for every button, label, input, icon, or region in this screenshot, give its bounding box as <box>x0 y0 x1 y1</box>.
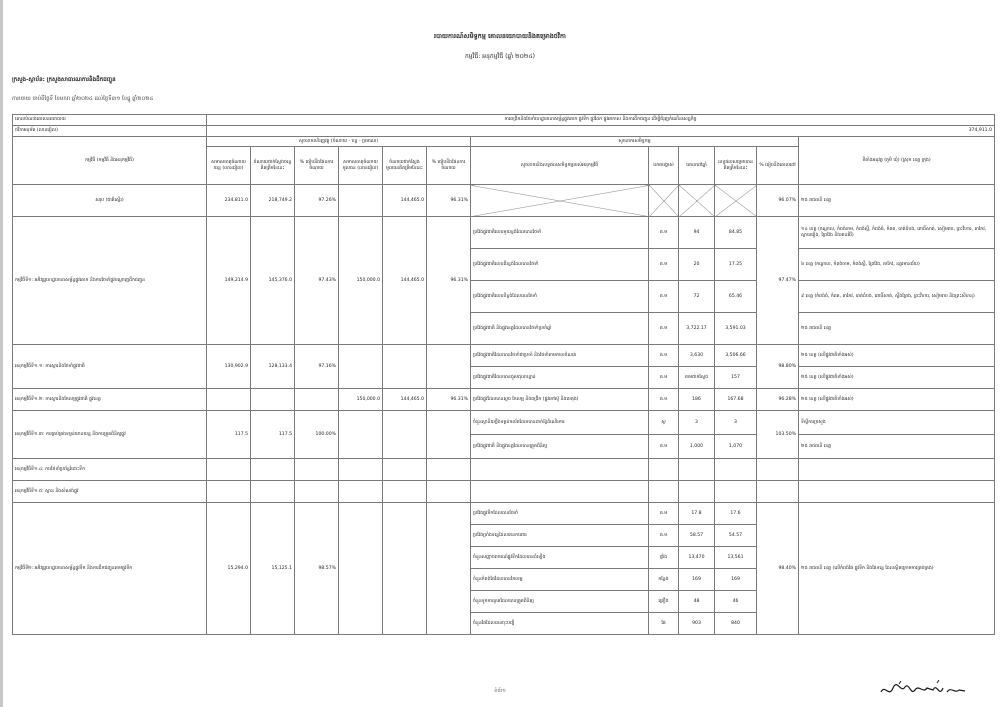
objective-label: គោលបំណងគោលនយោបាយ <box>13 115 207 126</box>
cell-name: អនុកម្មវិធីទី១.១: ការស្តារនិងថែទាំផ្លូវជាតិ <box>13 345 207 389</box>
cell-f4: 150,000.0 <box>339 389 383 411</box>
cell-crossed <box>715 185 757 217</box>
cell-f4 <box>339 345 383 389</box>
cell-f4 <box>339 185 383 217</box>
indicator-actual: 13,561 <box>715 547 757 569</box>
indicator-actual: 54.57 <box>715 525 757 547</box>
indicator-actual: 84.85 <box>715 217 757 249</box>
cell-f1: 149,214.9 <box>207 217 251 345</box>
cell-location: ២៥ ខេត្ត (លើផ្លូវជាតិទាំងអស់) <box>799 389 995 411</box>
cell-f3: 97.43% <box>295 217 339 345</box>
indicator-target: 58.57 <box>679 525 715 547</box>
indicator-target: តាមជាក់ស្តែង <box>679 367 715 389</box>
cell-f6: 96.31% <box>427 389 471 411</box>
cell-location: ៦ ខេត្ត (កណ្តាល, កំពង់ចាម, កំពង់ស្ពឺ, ព្រៃវែង, តាកែវ, ឧត្តរមានជ័យ) <box>799 249 995 281</box>
budget-label: ថវិកាអនុម័ត (លានរៀល) <box>13 126 207 137</box>
indicator-target: 72 <box>679 281 715 313</box>
cell-f6 <box>427 345 471 389</box>
cell-f5 <box>383 411 427 459</box>
indicator-text: ប្រវែងផ្លូវជាតិដែលបានជួសជុលបន្ទាន់ <box>471 367 649 389</box>
col-p1: សូចនាករនិងលទ្ធផលសមិទ្ធកម្មរបស់អនុកម្មវិធី <box>471 147 649 185</box>
cell-location: ២៥ រាជធានី ខេត្ត <box>799 435 995 459</box>
col-f5: ចំណាយជាក់ស្តែងមូលធនគិតត្រឹមខែនេះ <box>383 147 427 185</box>
indicator-target: 3,630 <box>679 345 715 367</box>
cell-f4 <box>339 503 383 635</box>
indicator-text: ប្រវែងច្រាំងទន្លេដែលបានការពារ <box>471 525 649 547</box>
cell-f5 <box>383 503 427 635</box>
indicator-actual: 169 <box>715 569 757 591</box>
cell-name: អនុកម្មវិធីទី១.២: ការស្តារនិងកែលម្អផ្លូវជាតិ ផ្លូវខេត្ត <box>13 389 207 411</box>
cell-f2: 117.5 <box>251 411 295 459</box>
indicator-actual: 46 <box>715 591 757 613</box>
indicator-unit: កន្លែង <box>649 569 679 591</box>
cell-f6 <box>427 503 471 635</box>
cell-location: ២៥ រាជធានី ខេត្ត <box>799 313 995 345</box>
table-row-sub13 <box>13 411 995 435</box>
cell-p5: 96.28% <box>757 389 799 411</box>
cell-f2: 15,125.1 <box>251 503 295 635</box>
col-p4: លទ្ធផលសម្រេចបានគិតត្រឹមខែនេះ <box>715 147 757 185</box>
indicator-target: 903 <box>679 613 715 635</box>
indicator-actual: 1,070 <box>715 435 757 459</box>
col-p3: គោលដៅឆ្នាំ <box>679 147 715 185</box>
indicator-target: 3,722.17 <box>679 313 715 345</box>
indicator-actual: 17.6 <box>715 503 757 525</box>
cell-p5: 97.47% <box>757 217 799 345</box>
indicator-target: 169 <box>679 569 715 591</box>
cell-location: ៩ ខេត្ត (កំពង់ធំ, កំពត, តាកែវ, បាត់ដំបង, ពោធិ៍សាត់, ស្ទឹងត្រែង, ព្រះវិហារ, សៀមរាប និងព្រះសីហនុ) <box>799 281 995 313</box>
col-location: ទីតាំងអនុវត្ត (ភូមិ ឃុំ) (ស្រុក ខេត្ត ក្រុង) <box>799 137 995 185</box>
indicator-actual: 840 <box>715 613 757 635</box>
table-row-sub14 <box>13 459 995 481</box>
indicator-unit: គ.ម <box>649 525 679 547</box>
cell-f3: 100.00% <box>295 411 339 459</box>
indicator-actual: 17.25 <box>715 249 757 281</box>
col-financial-group: សូចនាករហិរញ្ញវត្ថុ (ចំណាយ - បន្ត - ប្រមាណ) <box>207 137 471 147</box>
indicator-target: 1,000 <box>679 435 715 459</box>
cell-f1: 15,294.0 <box>207 503 251 635</box>
indicator-unit: ស្ថ <box>649 411 679 435</box>
cell-f2: 128,133.4 <box>251 345 295 389</box>
cell-location: ២៥ រាជធានី ខេត្ត (លើកំពង់ផែ ផ្លូវទឹក និងផែទន្លេ ដែលស្ថិតក្រោមការគ្រប់គ្រង) <box>799 503 995 635</box>
indicator-text: ប្រវែងផ្លូវជាតិ និងផ្លូវខេត្តដែលបានត្រួតពិនិត្យ <box>471 435 649 459</box>
cell-f4: 150,000.0 <box>339 217 383 345</box>
indicator-actual: 3,591.03 <box>715 313 757 345</box>
cell-f1: 117.5 <box>207 411 251 459</box>
indicator-text: ប្រវែងផ្លូវជាតិលេខបីខ្ទង់ដែលបានថែទាំ <box>471 281 649 313</box>
col-f3: % ធៀបនឹងផែនការចំណាយ <box>295 147 339 185</box>
indicator-unit: គ.ម <box>649 281 679 313</box>
signature-mark <box>877 678 969 702</box>
cell-location: ទីស្តីការក្រសួង <box>799 411 995 435</box>
indicator-unit: គ.ម <box>649 389 679 411</box>
cell-name: កម្មវិធីទី២: អភិវឌ្ឍហេដ្ឋារចនាសម្ព័ន្ធផ្លូវទឹក និងការដឹកជញ្ជូនតាមផ្លូវទឹក <box>13 503 207 635</box>
table-row-sub12 <box>13 389 995 411</box>
cell-f5: 144,465.0 <box>383 217 427 345</box>
scan-edge <box>0 0 3 707</box>
cell-f4 <box>339 411 383 459</box>
indicator-text: ចំនួនសញ្ញាចរាចរណ៍ផ្លូវទឹកដែលបានដំឡើង <box>471 547 649 569</box>
cell-location: ១៤ ខេត្ត (កណ្តាល, កំពង់ចាម, កំពង់ស្ពឺ, កំពង់ធំ, កំពត, បាត់ដំបង, ពោធិ៍សាត់, សៀមរាប, ព្រះវិហារ, តាកែវ, ស្វាយរៀង, ព្រៃវែង និងរតនគិរី) <box>799 217 995 249</box>
indicator-text: ចំនួនទូកកាណូតដែលបានត្រួតពិនិត្យ <box>471 591 649 613</box>
objective-text: ការពង្រីកនិងថែទាំហេដ្ឋារចនាសម្ព័ន្ធផ្លូវគោក ផ្លូវទឹក ផ្លូវដែក ផ្លូវអាកាស និងការដឹកជញ្ជូន ដើម្បីជំរុញកំណើនសេដ្ឋកិច្ច <box>207 115 995 126</box>
ministry-line: ក្រសួង-ស្ថាប័ន: ក្រសួងសាធារណការនិងដឹកជញ្ជូន <box>12 77 116 83</box>
performance-table <box>12 114 995 635</box>
col-performance-group: សូចនាករសមិទ្ធកម្ម <box>471 137 799 147</box>
table-row-prog2 <box>13 503 995 525</box>
budget-row <box>13 126 995 137</box>
cell-p5: 103.50% <box>757 411 799 459</box>
indicator-actual: 65.46 <box>715 281 757 313</box>
indicator-target: 3 <box>679 411 715 435</box>
indicator-unit: គ.ម <box>649 249 679 281</box>
col-f2: ចំណាយជាក់ស្តែងចរន្តគិតត្រឹមខែនេះ <box>251 147 295 185</box>
indicator-unit: គ.ម <box>649 313 679 345</box>
budget-value: 374,911.0 <box>207 126 995 137</box>
indicator-unit: គ.ម <box>649 503 679 525</box>
indicator-unit: គ្រឿង <box>649 591 679 613</box>
cell-crossed <box>471 185 649 217</box>
cell-f3: 97.26% <box>295 185 339 217</box>
report-subtitle: កម្មវិធី: អនុកម្មវិធី (ឆ្នាំ ២០២៤) <box>465 53 535 60</box>
cell-f6: 96.31% <box>427 217 471 345</box>
col-f4: សមាសធាតុចំណាយមូលធន (លានរៀល) <box>339 147 383 185</box>
cell-name: កម្មវិធីទី១: អភិវឌ្ឍហេដ្ឋារចនាសម្ព័ន្ធផ្លូវគោក និងការថែទាំផ្លូវបណ្តាញដឹកជញ្ជូន <box>13 217 207 345</box>
indicator-actual: 3 <box>715 411 757 435</box>
indicator-unit: ផ្ទាំង <box>649 547 679 569</box>
report-title: របាយការណ៍សមិទ្ធកម្ម គោលនយោបាយនិងគម្រោងថវិកា <box>434 33 566 40</box>
cell-name: អនុកម្មវិធីទី១.៤: ការថែទាំប្រព័ន្ធរំដោះទឹក <box>13 459 207 481</box>
col-f6: % ធៀបនឹងផែនការចំណាយ <box>427 147 471 185</box>
report-date-line: ការបរាយ ចាប់ពីថ្ងៃទី ខែមករា ឆ្នាំ២០២៤ ដល់ថ្ងៃទី៣១ ខែធ្នូ ឆ្នាំ២០២៤ <box>12 96 154 102</box>
cell-location: ២៥ ខេត្ត (លើផ្លូវជាតិទាំងអស់) <box>799 367 995 389</box>
indicator-unit: គ.ម <box>649 367 679 389</box>
cell-f3: 98.57% <box>295 503 339 635</box>
cell-name: សរុប (ជាតិស្ទើរ) <box>13 185 207 217</box>
objective-row <box>13 115 995 126</box>
indicator-text: ប្រវែងផ្លូវជាតិលេខមួយខ្ទង់ដែលបានថែទាំ <box>471 217 649 249</box>
indicator-unit: គ.ម <box>649 345 679 367</box>
indicator-text: ប្រវែងផ្លូវជាតិដែលបានថែទាំជាប្រចាំ និងថែទាំតាមកាលកំណត់ <box>471 345 649 367</box>
cell-f6: 96.31% <box>427 185 471 217</box>
cell-location: ២៥ រាជធានី ខេត្ត <box>799 185 995 217</box>
indicator-unit: គ.ម <box>649 217 679 249</box>
indicator-text: ប្រវែងផ្លូវទឹកដែលបានថែទាំ <box>471 503 649 525</box>
cell-f3: 97.16% <box>295 345 339 389</box>
indicator-text: ប្រវែងផ្លូវដែលបានស្តារ កែលម្អ និងពង្រីក (ផ្លូវកៅស៊ូ និងបេតុង) <box>471 389 649 411</box>
cell-f2 <box>251 389 295 411</box>
table-row-prog1 <box>13 217 995 249</box>
indicator-target: 186 <box>679 389 715 411</box>
cell-crossed <box>679 185 715 217</box>
cell-p5: 96.07% <box>757 185 799 217</box>
cell-f5: 144,465.0 <box>383 389 427 411</box>
cell-crossed <box>649 185 679 217</box>
indicator-text: ចំនួនផែដែលបានចុះបញ្ជី <box>471 613 649 635</box>
indicator-target: 13,470 <box>679 547 715 569</box>
col-program: កម្មវិធី (កម្មវិធី និងអនុកម្មវិធី) <box>13 137 207 185</box>
indicator-target: 20 <box>679 249 715 281</box>
cell-f5 <box>383 345 427 389</box>
indicator-actual: 157 <box>715 367 757 389</box>
cell-f5: 144,465.0 <box>383 185 427 217</box>
cell-f2: 145,376.0 <box>251 217 295 345</box>
col-f1: សមាសធាតុចំណាយចរន្ត (លានរៀល) <box>207 147 251 185</box>
cell-f6 <box>427 411 471 459</box>
indicator-text: ប្រវែងផ្លូវជាតិលេខពីរខ្ទង់ដែលបានថែទាំ <box>471 249 649 281</box>
col-p5: % ធៀបនឹងគោលដៅ <box>757 147 799 185</box>
indicator-target: 17.8 <box>679 503 715 525</box>
indicator-text: ប្រវែងផ្លូវជាតិ និងផ្លូវខេត្តដែលបានថែទាំប្រចាំឆ្នាំ <box>471 313 649 345</box>
cell-location: ២៥ ខេត្ត (លើផ្លូវជាតិទាំងអស់) <box>799 345 995 367</box>
table-row-sub15 <box>13 481 995 503</box>
indicator-actual: 3,506.66 <box>715 345 757 367</box>
cell-f1 <box>207 389 251 411</box>
indicator-unit: ផែ <box>649 613 679 635</box>
cell-p5: 98.80% <box>757 345 799 389</box>
cell-f1: 130,902.9 <box>207 345 251 389</box>
indicator-target: 48 <box>679 591 715 613</box>
cell-name: អនុកម្មវិធីទី១.៥: ស្ពាន និងសំណង់ផ្លូវ <box>13 481 207 503</box>
indicator-text: ចំនួនកំពង់ផែដែលបានកែលម្អ <box>471 569 649 591</box>
cell-p5: 98.40% <box>757 503 799 635</box>
indicator-target: 94 <box>679 217 715 249</box>
cell-f2: 218,749.2 <box>251 185 295 217</box>
cell-name: អនុកម្មវិធីទី១.៣: ការគ្រប់គ្រងទម្ងន់យានយន្ត និងការត្រួតពិនិត្យផ្លូវ <box>13 411 207 459</box>
page-number: ទំព័រ១ <box>494 688 506 694</box>
table-row-sub11 <box>13 345 995 367</box>
indicator-actual: 167.68 <box>715 389 757 411</box>
header-row-1 <box>13 137 995 147</box>
cell-f1: 234,811.0 <box>207 185 251 217</box>
col-p2: ឯកតារង្វាស់ <box>649 147 679 185</box>
cell-f3 <box>295 389 339 411</box>
indicator-unit: គ.ម <box>649 435 679 459</box>
indicator-text: ចំនួនស្ថានីយថ្លឹងទម្ងន់ចល័តដែលបានដាក់ឱ្យដំណើរការ <box>471 411 649 435</box>
table-row-total <box>13 185 995 217</box>
